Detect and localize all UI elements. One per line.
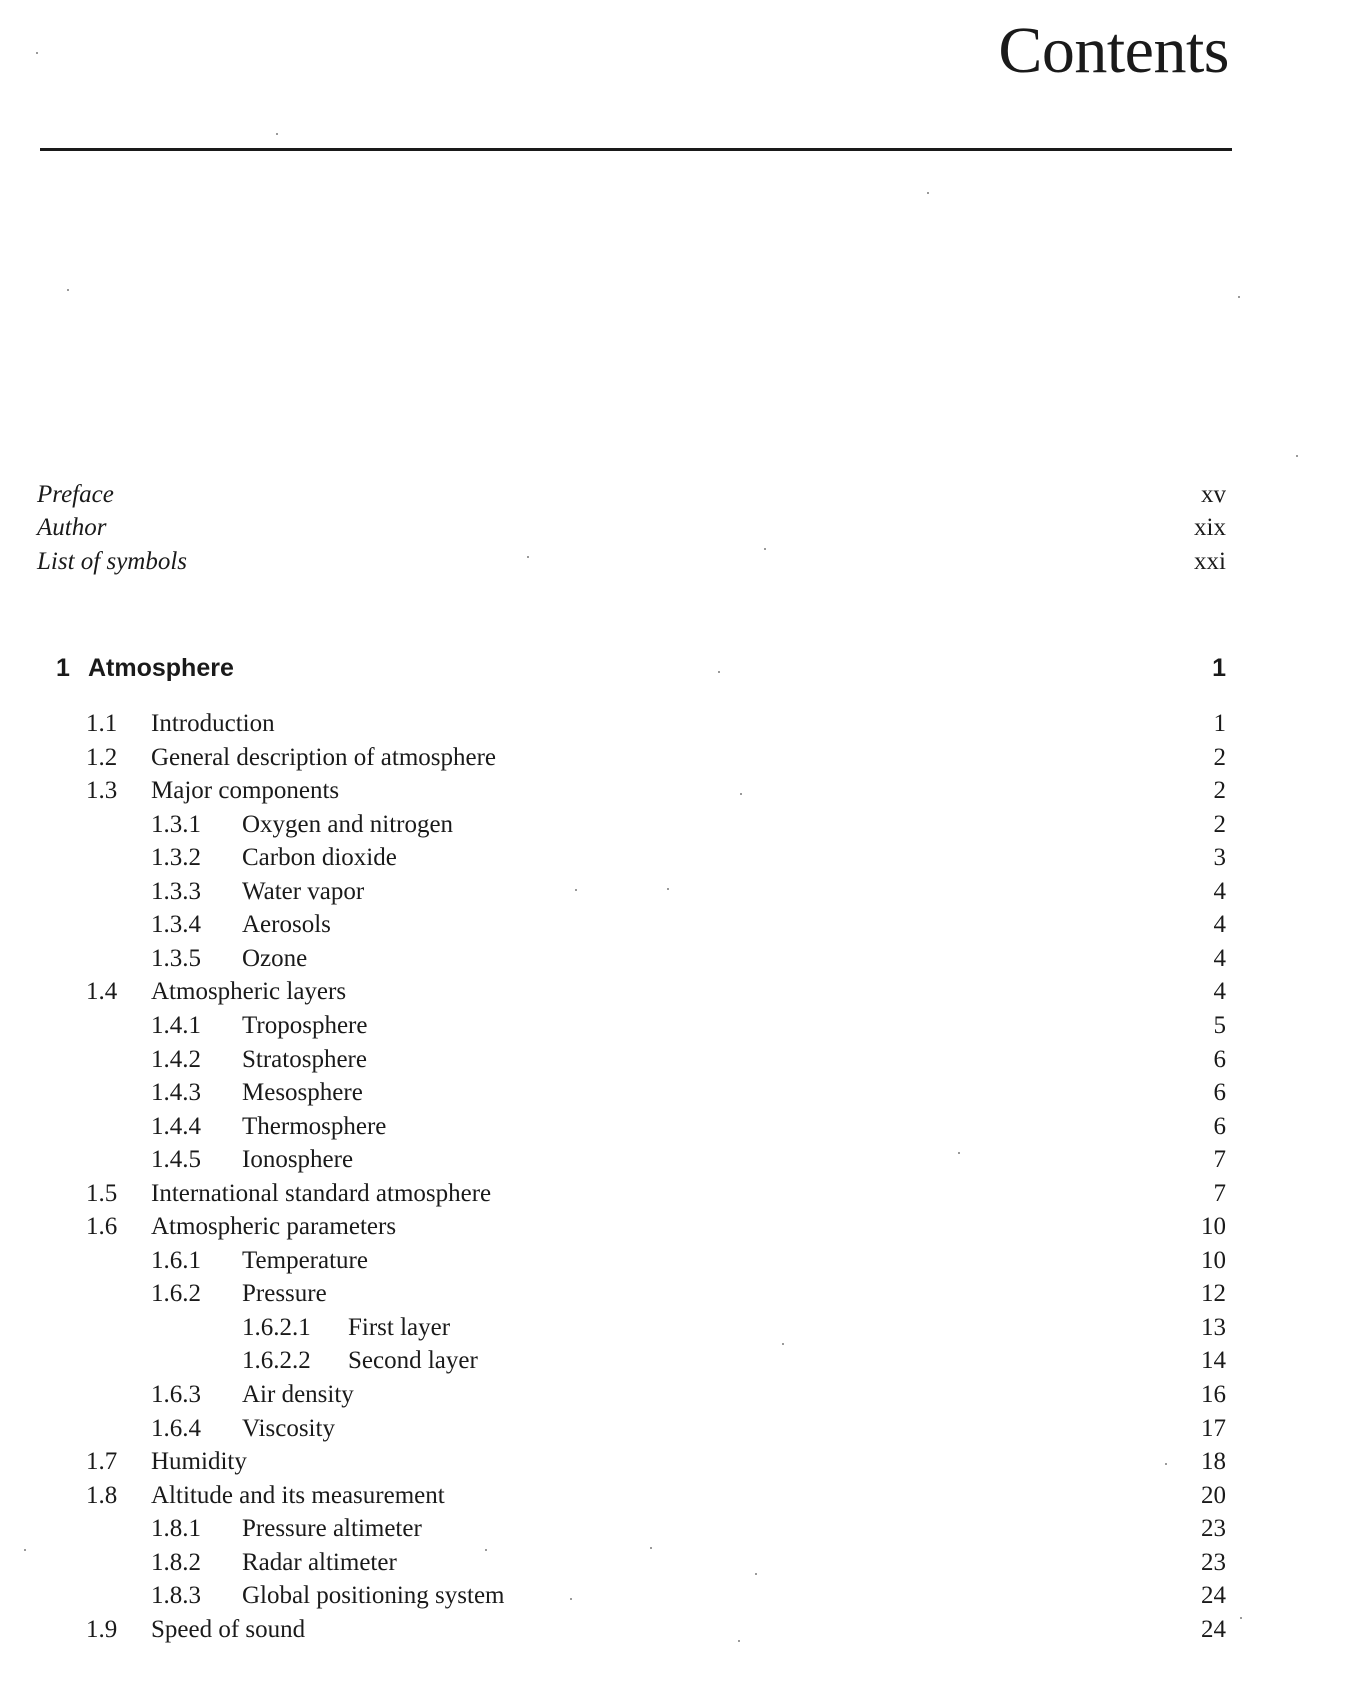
toc-entry-level-2[interactable] bbox=[0, 1143, 1359, 1177]
entry-page: 2 bbox=[1213, 744, 1226, 771]
entry-title: Aerosols bbox=[242, 911, 331, 938]
entry-title: Second layer bbox=[348, 1347, 478, 1374]
entry-title: Pressure bbox=[242, 1280, 327, 1307]
entry-title: Mesosphere bbox=[242, 1079, 363, 1106]
entry-page: 12 bbox=[1201, 1280, 1226, 1307]
entry-page: 17 bbox=[1201, 1415, 1226, 1442]
scan-speck bbox=[527, 556, 529, 558]
toc-entry-level-3[interactable] bbox=[0, 1311, 1359, 1345]
entry-page: 3 bbox=[1213, 844, 1226, 871]
scan-speck bbox=[575, 889, 577, 891]
entry-title: Preface bbox=[37, 481, 114, 508]
entry-page: 6 bbox=[1213, 1079, 1226, 1106]
scan-speck bbox=[755, 1573, 757, 1575]
entry-page: 1 bbox=[1213, 710, 1226, 737]
entry-number: 1.3.2 bbox=[151, 844, 201, 871]
entry-title: Atmospheric parameters bbox=[151, 1213, 397, 1240]
entry-number: 1.4.1 bbox=[151, 1012, 201, 1039]
entry-number: 1.5 bbox=[86, 1180, 118, 1207]
entry-page: 4 bbox=[1213, 878, 1226, 905]
entry-number: 1.4 bbox=[86, 978, 118, 1005]
entry-page: 14 bbox=[1201, 1347, 1226, 1374]
toc-entry-level-1[interactable] bbox=[0, 975, 1359, 1009]
entry-title: Viscosity bbox=[242, 1415, 335, 1442]
entry-title: Humidity bbox=[151, 1448, 247, 1475]
entry-title: Global positioning system bbox=[242, 1582, 505, 1609]
scan-speck bbox=[650, 1547, 652, 1549]
entry-number: 1.9 bbox=[86, 1616, 118, 1643]
title-rule bbox=[40, 148, 1232, 151]
chapter-heading[interactable] bbox=[0, 651, 1359, 685]
entry-page: 16 bbox=[1201, 1381, 1226, 1408]
toc-entry-level-2[interactable] bbox=[0, 1277, 1359, 1311]
entry-page: 23 bbox=[1201, 1549, 1226, 1576]
scan-speck bbox=[927, 192, 929, 194]
entry-title: Altitude and its measurement bbox=[151, 1482, 445, 1509]
chapter-page: 1 bbox=[1212, 654, 1226, 682]
scan-speck bbox=[1238, 296, 1240, 298]
entry-page: 4 bbox=[1213, 945, 1226, 972]
entry-number: 1.8.1 bbox=[151, 1515, 201, 1542]
entry-title: Radar altimeter bbox=[242, 1549, 397, 1576]
front-matter-entry[interactable] bbox=[0, 511, 1359, 545]
scan-speck bbox=[36, 52, 38, 54]
entry-title: Oxygen and nitrogen bbox=[242, 811, 454, 838]
front-matter-entry[interactable] bbox=[0, 478, 1359, 512]
entry-page: 6 bbox=[1213, 1046, 1226, 1073]
scan-speck bbox=[958, 1152, 960, 1154]
entry-number: 1.3.5 bbox=[151, 945, 201, 972]
toc-entry-level-2[interactable] bbox=[0, 1579, 1359, 1613]
entry-number: 1.4.5 bbox=[151, 1146, 201, 1173]
toc-entry-level-2[interactable] bbox=[0, 1043, 1359, 1077]
entry-number: 1.4.4 bbox=[151, 1113, 201, 1140]
entry-title: Ionosphere bbox=[242, 1146, 354, 1173]
entry-number: 1.6.1 bbox=[151, 1247, 201, 1274]
entry-title: Introduction bbox=[151, 710, 275, 737]
entry-number: 1.8.2 bbox=[151, 1549, 201, 1576]
page-title: Contents bbox=[998, 14, 1229, 87]
entry-page: 10 bbox=[1201, 1247, 1226, 1274]
entry-number: 1.6 bbox=[86, 1213, 118, 1240]
entry-title: Water vapor bbox=[242, 878, 365, 905]
entry-number: 1.8 bbox=[86, 1482, 118, 1509]
scan-speck bbox=[1240, 1617, 1242, 1619]
toc-entry-level-2[interactable] bbox=[0, 875, 1359, 909]
toc-entry-level-1[interactable] bbox=[0, 1479, 1359, 1513]
entry-page: xxi bbox=[1194, 548, 1226, 575]
scan-speck bbox=[570, 1598, 572, 1600]
scan-speck bbox=[276, 133, 278, 135]
entry-title: Air density bbox=[242, 1381, 354, 1408]
scan-speck bbox=[1296, 455, 1298, 457]
toc-entry-level-2[interactable] bbox=[0, 1110, 1359, 1144]
entry-number: 1.3.3 bbox=[151, 878, 201, 905]
toc-entry-level-2[interactable] bbox=[0, 1546, 1359, 1580]
scan-speck bbox=[667, 888, 669, 890]
toc-entry-level-2[interactable] bbox=[0, 808, 1359, 842]
scan-speck bbox=[485, 1549, 487, 1551]
scan-speck bbox=[718, 671, 720, 673]
scan-speck bbox=[738, 1640, 740, 1642]
entry-title: Stratosphere bbox=[242, 1046, 367, 1073]
chapter-title: Atmosphere bbox=[88, 654, 234, 682]
toc-entry-level-2[interactable] bbox=[0, 1378, 1359, 1412]
entry-number: 1.3.1 bbox=[151, 811, 201, 838]
entry-title: Temperature bbox=[242, 1247, 368, 1274]
entry-page: xix bbox=[1194, 514, 1226, 541]
toc-entry-level-2[interactable] bbox=[0, 1076, 1359, 1110]
toc-entry-level-1[interactable] bbox=[0, 1445, 1359, 1479]
toc-entry-level-2[interactable] bbox=[0, 908, 1359, 942]
entry-title: First layer bbox=[348, 1314, 451, 1341]
toc-entry-level-2[interactable] bbox=[0, 1244, 1359, 1278]
entry-title: International standard atmosphere bbox=[151, 1180, 492, 1207]
entry-title: List of symbols bbox=[37, 548, 188, 575]
toc-entry-level-1[interactable] bbox=[0, 741, 1359, 775]
toc-entry-level-3[interactable] bbox=[0, 1344, 1359, 1378]
toc-entry-level-2[interactable] bbox=[0, 1009, 1359, 1043]
entry-title: Atmospheric layers bbox=[151, 978, 347, 1005]
entry-title: Ozone bbox=[242, 945, 308, 972]
entry-page: xv bbox=[1201, 481, 1226, 508]
chapter-number: 1 bbox=[56, 654, 70, 682]
entry-page: 24 bbox=[1201, 1616, 1226, 1643]
entry-number: 1.6.2 bbox=[151, 1280, 201, 1307]
entry-number: 1.4.3 bbox=[151, 1079, 201, 1106]
entry-number: 1.1 bbox=[86, 710, 118, 737]
toc-entry-level-2[interactable] bbox=[0, 841, 1359, 875]
entry-page: 5 bbox=[1213, 1012, 1226, 1039]
entry-page: 23 bbox=[1201, 1515, 1226, 1542]
toc-entry-level-1[interactable] bbox=[0, 1613, 1359, 1647]
entry-page: 2 bbox=[1213, 777, 1226, 804]
entry-number: 1.6.4 bbox=[151, 1415, 201, 1442]
toc-entry-level-2[interactable] bbox=[0, 1512, 1359, 1546]
entry-page: 24 bbox=[1201, 1582, 1226, 1609]
entry-title: Major components bbox=[151, 777, 340, 804]
entry-title: General description of atmosphere bbox=[151, 744, 497, 771]
front-matter-entry[interactable] bbox=[0, 545, 1359, 579]
entry-number: 1.7 bbox=[86, 1448, 118, 1475]
scan-speck bbox=[740, 793, 742, 795]
entry-number: 1.2 bbox=[86, 744, 118, 771]
entry-page: 7 bbox=[1213, 1180, 1226, 1207]
entry-number: 1.8.3 bbox=[151, 1582, 201, 1609]
entry-title: Author bbox=[37, 514, 107, 541]
entry-title: Thermosphere bbox=[242, 1113, 387, 1140]
entry-page: 18 bbox=[1201, 1448, 1226, 1475]
entry-page: 20 bbox=[1201, 1482, 1226, 1509]
scan-speck bbox=[24, 1549, 26, 1551]
toc-entry-level-1[interactable] bbox=[0, 1177, 1359, 1211]
entry-title: Pressure altimeter bbox=[242, 1515, 422, 1542]
scan-speck bbox=[782, 1343, 784, 1345]
scan-speck bbox=[1165, 1463, 1167, 1465]
entry-page: 13 bbox=[1201, 1314, 1226, 1341]
entry-title: Troposphere bbox=[242, 1012, 368, 1039]
entry-number: 1.6.2.2 bbox=[242, 1347, 311, 1374]
entry-page: 6 bbox=[1213, 1113, 1226, 1140]
entry-number: 1.3.4 bbox=[151, 911, 201, 938]
toc-entry-level-1[interactable] bbox=[0, 707, 1359, 741]
entry-number: 1.6.2.1 bbox=[242, 1314, 311, 1341]
entry-page: 4 bbox=[1213, 911, 1226, 938]
entry-page: 4 bbox=[1213, 978, 1226, 1005]
entry-page: 7 bbox=[1213, 1146, 1226, 1173]
toc-entry-level-2[interactable] bbox=[0, 942, 1359, 976]
toc-entry-level-1[interactable] bbox=[0, 1210, 1359, 1244]
toc-entry-level-1[interactable] bbox=[0, 774, 1359, 808]
entry-title: Carbon dioxide bbox=[242, 844, 397, 871]
entry-number: 1.3 bbox=[86, 777, 118, 804]
entry-title: Speed of sound bbox=[151, 1616, 306, 1643]
entry-number: 1.6.3 bbox=[151, 1381, 201, 1408]
entry-number: 1.4.2 bbox=[151, 1046, 201, 1073]
entry-page: 2 bbox=[1213, 811, 1226, 838]
scan-speck bbox=[764, 548, 766, 550]
entry-page: 10 bbox=[1201, 1213, 1226, 1240]
toc-entry-level-2[interactable] bbox=[0, 1412, 1359, 1446]
scan-speck bbox=[67, 289, 69, 291]
